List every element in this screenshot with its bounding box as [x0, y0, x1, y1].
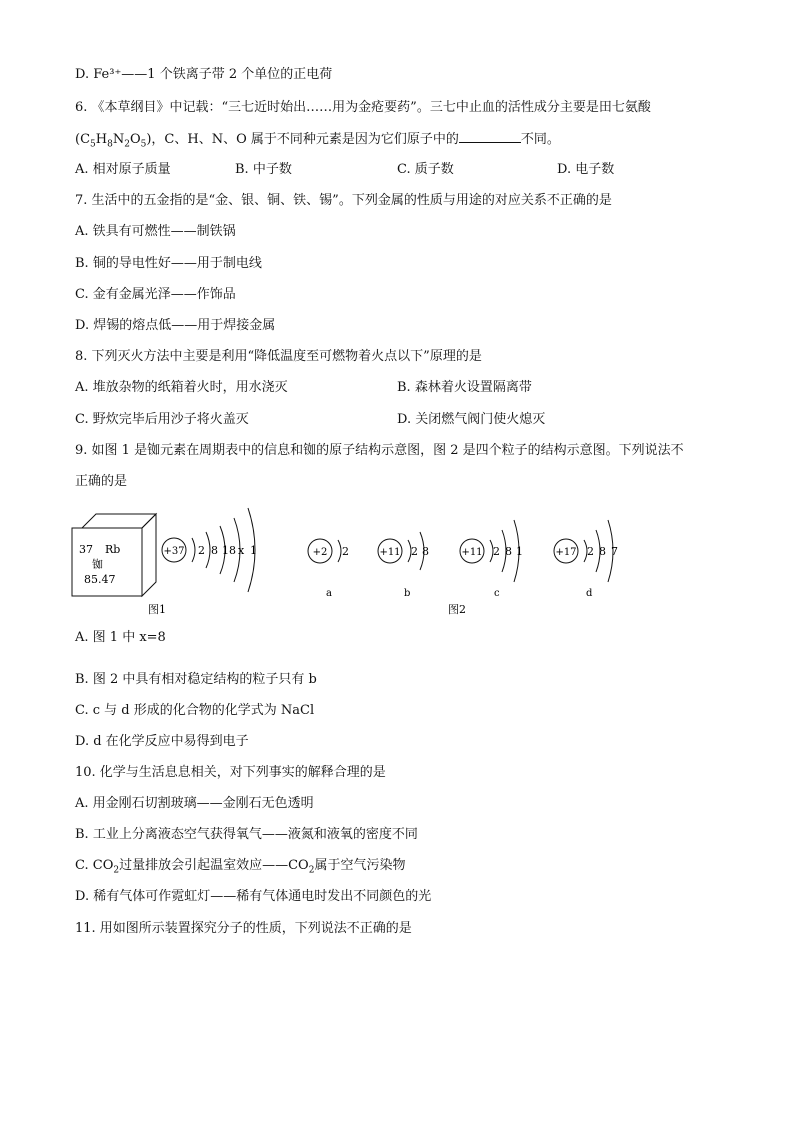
q9-stem-line2: 正确的是 — [75, 474, 128, 489]
q9-option-c: C. c 与 d 形成的化合物的化学式为 NaCl — [75, 703, 315, 718]
figure-1-caption: 图1 — [148, 603, 166, 616]
answer-blank — [459, 130, 521, 143]
q7-option-a: A. 铁具有可燃性——制铁锅 — [75, 224, 236, 239]
q7-option-d: D. 焊锡的熔点低——用于焊接金属 — [75, 318, 276, 333]
q8-option-b: B. 森林着火设置隔离带 — [397, 380, 532, 395]
rb-nucleus-charge: +37 — [163, 546, 185, 557]
q9-option-d: D. d 在化学反应中易得到电子 — [75, 734, 249, 749]
q8-option-a: A. 堆放杂物的纸箱着火时，用水浇灭 — [75, 380, 288, 395]
q7-option-b: B. 铜的导电性好——用于制电线 — [75, 256, 262, 271]
particle-c-shell-3: 1 — [516, 545, 523, 558]
particle-d-label: d — [586, 588, 593, 599]
q6-option-d: D. 电子数 — [557, 162, 615, 177]
rb-shell-4: x — [238, 544, 245, 557]
q9-stem-line1: 9. 如图 1 是铷元素在周期表中的信息和铷的原子结构示意图，图 2 是四个粒子的结构示意图。下列说法不 — [75, 443, 684, 458]
particle-d-shell-2: 8 — [599, 545, 606, 558]
q7-option-c: C. 金有金属光泽——作饰品 — [75, 287, 236, 302]
atomic-mass: 85.47 — [84, 573, 116, 586]
element-symbol: Rb — [105, 543, 121, 556]
particle-d-shell-3: 7 — [611, 545, 618, 558]
q10-stem: 10. 化学与生活息息相关，对下列事实的解释合理的是 — [75, 765, 386, 780]
particle-c-shell-2: 8 — [505, 545, 512, 558]
particle-b-label: b — [404, 588, 411, 599]
q6-stem-line2: $(C_5H_8N_2O_5)$，C、H、N、O 属于不同种元素是因为它们原子中的 不同。 — [75, 132, 560, 150]
particle-b-charge: +11 — [379, 547, 401, 558]
rb-shell-1: 2 — [198, 544, 205, 557]
q9-figure — [60, 500, 680, 625]
particle-a-shell-1: 2 — [342, 545, 349, 558]
particle-b-shell-1: 2 — [411, 545, 418, 558]
q9-option-a: A. 图 1 中 x=8 — [75, 630, 166, 645]
q6-option-c: C. 质子数 — [397, 162, 454, 177]
particle-d-shell-1: 2 — [587, 545, 594, 558]
q10-option-d: D. 稀有气体可作霓虹灯——稀有气体通电时发出不同颜色的光 — [75, 889, 432, 904]
element-name: 铷 — [92, 558, 103, 571]
q10-option-c: C. $CO_2$过量排放会引起温室效应$——CO_2$属于空气污染物 — [75, 858, 406, 876]
figure-2-caption: 图2 — [448, 603, 466, 616]
rb-shell-3: 18 — [222, 544, 236, 557]
q6-option-b: B. 中子数 — [235, 162, 292, 177]
q8-stem: 8. 下列灭火方法中主要是利用“降低温度至可燃物着火点以下”原理的是 — [75, 349, 482, 364]
rb-shell-2: 8 — [211, 544, 218, 557]
particle-c-label: c — [494, 588, 500, 599]
q11-stem: 11. 用如图所示装置探究分子的性质，下列说法不正确的是 — [75, 921, 412, 936]
q9-option-b: B. 图 2 中具有相对稳定结构的粒子只有 b — [75, 672, 317, 687]
particle-c-shell-1: 2 — [493, 545, 500, 558]
q10-option-b: B. 工业上分离液态空气获得氧气——液氮和液氧的密度不同 — [75, 827, 418, 842]
q10-option-a: A. 用金刚石切割玻璃——金刚石无色透明 — [75, 796, 314, 811]
particle-b-shell-2: 8 — [422, 545, 429, 558]
q8-option-c: C. 野炊完毕后用沙子将火盖灭 — [75, 412, 249, 427]
particle-c-charge: +11 — [461, 547, 483, 558]
rb-shell-5: 1 — [250, 544, 257, 557]
particle-a-label: a — [326, 588, 332, 599]
particle-d-charge: +17 — [555, 547, 577, 558]
q5-option-d: D. Fe³⁺——1 个铁离子带 2 个单位的正电荷 — [75, 67, 333, 82]
q8-option-d: D. 关闭燃气阀门使火熄灭 — [397, 412, 546, 427]
particle-a-charge: +2 — [312, 547, 328, 558]
atomic-number: 37 — [79, 543, 93, 556]
q6-stem-line1: 6. 《本草纲目》中记载：“三七近时始出……用为金疮要药”。三七中止血的活性成分主要是田七氨酸 — [75, 100, 651, 115]
q6-option-a: A. 相对原子质量 — [75, 162, 171, 177]
q7-stem: 7. 生活中的五金指的是“金、银、铜、铁、锡”。下列金属的性质与用途的对应关系不正确的是 — [75, 193, 612, 208]
